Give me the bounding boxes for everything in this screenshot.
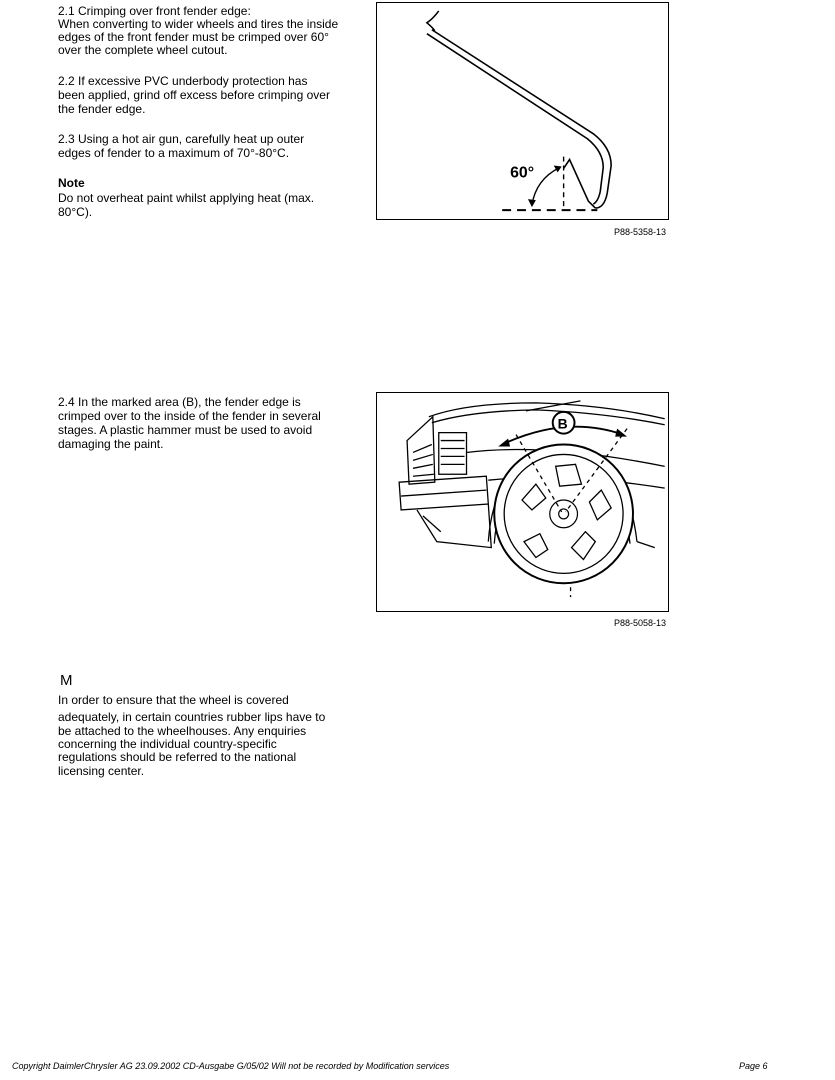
fender-crimp-drawing bbox=[377, 3, 668, 219]
step-2-2-line-1: 2.2 If excessive PVC underbody protection has bbox=[58, 74, 308, 88]
wheel-cutout-drawing bbox=[377, 393, 668, 611]
step-2-1-line-2: edges of the front fender must be crimped over 60° bbox=[58, 30, 329, 44]
footer-copyright: Copyright DaimlerChrysler AG 23.09.2002 CD-Ausgabe G/05/02 Will not be recorded by Modification services bbox=[12, 1061, 450, 1071]
info-line-5: regulations should be referred to the national bbox=[58, 750, 297, 764]
info-line-2: adequately, in certain countries rubber lips have to bbox=[58, 710, 326, 724]
area-b-label: B bbox=[557, 415, 568, 432]
step-2-1-heading: 2.1 Crimping over front fender edge: bbox=[58, 4, 251, 18]
footer-page-number: Page 6 bbox=[739, 1061, 768, 1071]
step-2-3-line-1: 2.3 Using a hot air gun, carefully heat up outer bbox=[58, 132, 305, 146]
figure-2-caption: P88-5058-13 bbox=[614, 618, 667, 628]
step-2-4-line-3: stages. A plastic hammer must be used to avoid bbox=[58, 423, 313, 437]
note-line-2: 80°C). bbox=[58, 205, 93, 219]
wheel-cutout-diagram bbox=[376, 392, 669, 612]
step-2-1-line-1: When converting to wider wheels and tires the inside bbox=[58, 17, 339, 31]
info-line-3: be attached to the wheelhouses. Any enquiries bbox=[58, 724, 307, 738]
step-2-1-line-3: over the complete wheel cutout. bbox=[58, 43, 228, 57]
fender-crimp-diagram bbox=[376, 2, 669, 220]
step-2-2-line-3: the fender edge. bbox=[58, 102, 146, 116]
figure-1-caption: P88-5358-13 bbox=[614, 227, 667, 237]
info-line-6: licensing center. bbox=[58, 764, 145, 778]
step-2-2-line-2: been applied, grind off excess before crimping over bbox=[58, 88, 330, 102]
step-2-3-line-2: edges of fender to a maximum of 70°-80°C. bbox=[58, 146, 290, 160]
step-2-4-line-4: damaging the paint. bbox=[58, 437, 164, 451]
angle-label: 60° bbox=[510, 164, 535, 182]
info-line-1: In order to ensure that the wheel is covered bbox=[58, 693, 289, 707]
info-line-4: concerning the individual country-specific bbox=[58, 737, 277, 751]
note-heading: Note bbox=[58, 176, 85, 190]
step-2-4-line-2: crimped over to the inside of the fender in several bbox=[58, 409, 321, 423]
step-2-4-line-1: 2.4 In the marked area (B), the fender edge is bbox=[58, 395, 301, 409]
note-line-1: Do not overheat paint whilst applying heat (max. bbox=[58, 191, 315, 205]
info-marker: M bbox=[60, 672, 73, 689]
